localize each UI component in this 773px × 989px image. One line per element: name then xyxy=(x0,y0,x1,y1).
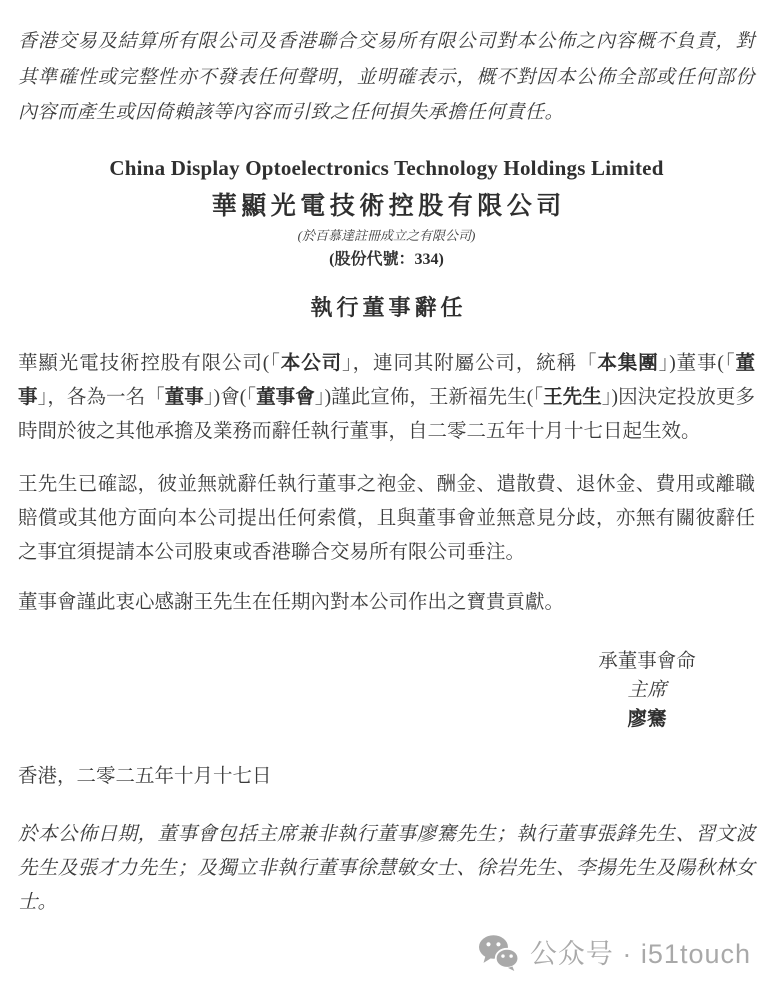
announcement-page xyxy=(0,24,773,989)
paragraph-resignation: 華顯光電技術控股有限公司(「本公司」，連同其附屬公司，統稱「本集團」)董事(「董事」，各為一名「董事」)會(「董事會」)謹此宣佈，王新福先生(「王先生」)因決定投放更多時間於彼之其他承擔及業務而辭任執行董事，自二零二五年十月十七日起生效。 xyxy=(18,352,755,442)
announcement-title: 執行董事辭任 xyxy=(310,294,467,320)
signature-name: 廖騫 xyxy=(627,708,667,730)
paragraph-board-composition: 於本公佈日期，董事會包括主席兼非執行董事廖騫先生；執行董事張鋒先生、習文波先生及張才力先生；及獨立非執行董事徐慧敏女士、徐岩先生、李揚先生及陽秋林女士。 xyxy=(18,823,755,913)
watermark xyxy=(476,932,751,971)
incorporation-note: (於百慕達註冊成立之有限公司) xyxy=(297,227,476,243)
paragraph-gratitude: 董事會謹此衷心感謝王先生在任期內對本公司作出之寶貴貢獻。 xyxy=(18,591,565,613)
exchange-disclaimer: 香港交易及結算所有限公司及香港聯合交易所有限公司對本公佈之內容概不負責，對其準確性或完整性亦不發表任何聲明，並明確表示，概不對因本公佈全部或任何部份內容而產生或因倚賴該等內容而引致之任何損失承擔任何責任。 xyxy=(18,31,755,123)
company-header xyxy=(0,156,773,269)
dateline: 香港，二零二五年十月十七日 xyxy=(18,765,272,787)
company-name-chinese: 華顯光電技術控股有限公司 xyxy=(211,192,566,220)
stock-code: (股份代號：334) xyxy=(329,250,444,268)
signature-by-order: 承董事會命 xyxy=(598,650,696,672)
paragraph-confirmation: 王先生已確認，彼並無就辭任執行董事之袍金、酬金、遣散費、退休金、費用或離職賠償或其他方面向本公司提出任何索償，且與董事會並無意見分歧，亦無有關彼辭任之事宜須提請本公司股東或香港聯合交易所有限公司垂注。 xyxy=(18,473,755,563)
company-name-english: China Display Optoelectronics Technology Holdings Limited xyxy=(109,155,664,180)
watermark-label: 公众号 · i51touch xyxy=(529,939,751,969)
signature-position: 主席 xyxy=(627,679,667,701)
signature-block xyxy=(542,647,752,734)
